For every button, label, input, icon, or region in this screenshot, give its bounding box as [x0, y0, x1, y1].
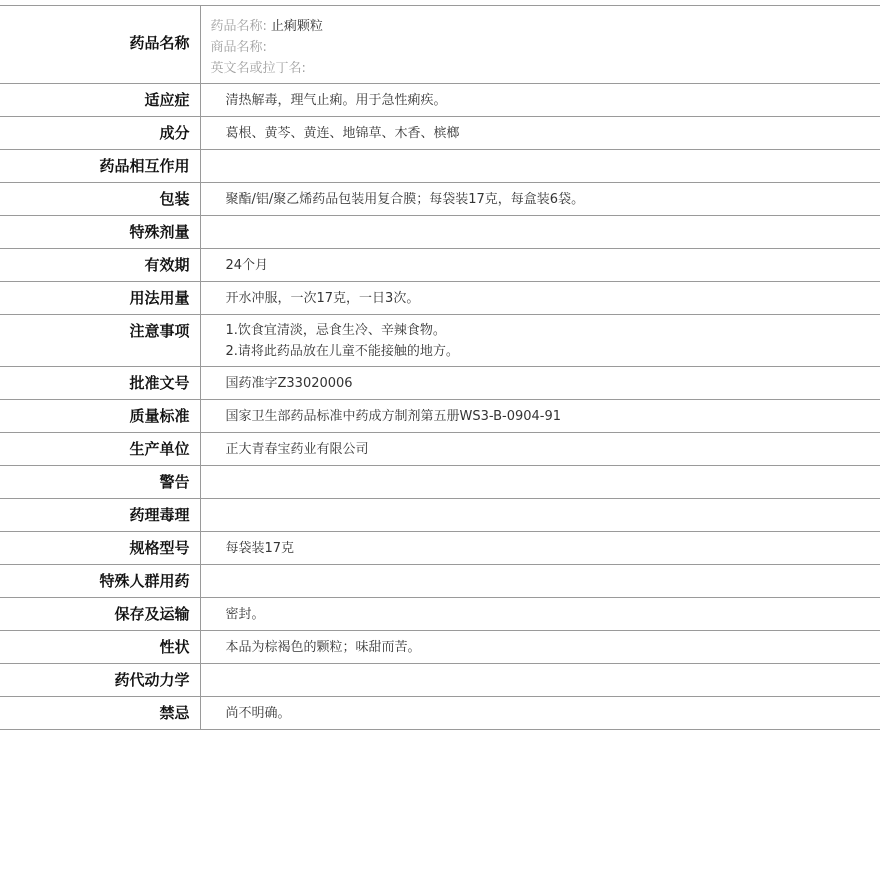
special-population-value: [226, 565, 880, 572]
english-name-line: [211, 58, 880, 79]
generic-name-key: 药品名称:: [210, 19, 267, 34]
contraindications-label: 禁忌: [159, 704, 190, 722]
contraindications-value: 尚不明确。: [225, 706, 291, 721]
shelf-life-value: 24个月: [225, 258, 269, 273]
pharmacology-value: [226, 499, 880, 506]
trade-name-key: 商品名称:: [210, 40, 267, 55]
generic-name-line: [211, 16, 880, 37]
contraindications-row: [0, 697, 880, 730]
special-dosage-label: 特殊剂量: [129, 223, 190, 241]
ingredients-row: [0, 117, 880, 150]
indications-row: [0, 84, 880, 117]
drug-name-block: [211, 6, 880, 79]
special-dosage-row: [0, 216, 880, 249]
generic-name-value: 止痢颗粒: [270, 19, 323, 34]
approval-number-row: [0, 367, 880, 400]
pharmacokinetics-value: [226, 664, 880, 671]
specification-label: 规格型号: [129, 539, 190, 557]
drug-name-row: [0, 6, 880, 84]
precaution-line-1: 1.饮食宜清淡，忌食生冷、辛辣食物。: [225, 323, 446, 338]
shelf-life-row: [0, 249, 880, 282]
storage-row: [0, 598, 880, 631]
dosage-label: 用法用量: [129, 289, 190, 307]
quality-standard-value: 国家卫生部药品标准中药成方制剂第五册WS3-B-0904-91: [225, 409, 562, 424]
interactions-label: 药品相互作用: [99, 157, 190, 175]
approval-number-label: 批准文号: [129, 374, 190, 392]
quality-standard-row: [0, 400, 880, 433]
drug-name-value-cell: [200, 6, 880, 84]
description-label: 性状: [159, 638, 190, 656]
dosage-row: [0, 282, 880, 315]
warning-value: [226, 466, 880, 473]
precautions-label: 注意事项: [129, 322, 190, 340]
warning-label: 警告: [159, 473, 190, 491]
drug-info-table: [0, 5, 880, 730]
precautions-lines: [226, 315, 880, 362]
manufacturer-value: 正大青春宝药业有限公司: [225, 442, 369, 457]
precautions-row: [0, 315, 880, 367]
description-value: 本品为棕褐色的颗粒；味甜而苦。: [225, 640, 421, 655]
shelf-life-label: 有效期: [144, 256, 190, 274]
trade-name-line: [211, 37, 880, 58]
storage-label: 保存及运输: [114, 605, 190, 623]
ingredients-value: 葛根、黄芩、黄连、地锦草、木香、槟榔: [225, 126, 460, 141]
pharmacology-label: 药理毒理: [129, 506, 190, 524]
row-label-cell: [0, 6, 200, 84]
specification-value: 每袋装17克: [225, 541, 295, 556]
interactions-row: [0, 150, 880, 183]
quality-standard-label: 质量标准: [129, 407, 190, 425]
packaging-row: [0, 183, 880, 216]
english-name-key: 英文名或拉丁名:: [210, 61, 306, 76]
manufacturer-label: 生产单位: [129, 440, 190, 458]
dosage-value: 开水冲服，一次17克，一日3次。: [225, 291, 420, 306]
packaging-label: 包装: [159, 190, 190, 208]
pharmacology-row: [0, 499, 880, 532]
drug-name-label: 药品名称: [129, 34, 190, 52]
special-dosage-value: [226, 216, 880, 223]
interactions-value: [226, 150, 880, 157]
pharmacokinetics-label: 药代动力学: [114, 671, 190, 689]
description-row: [0, 631, 880, 664]
warning-row: [0, 466, 880, 499]
packaging-value: 聚酯/铝/聚乙烯药品包装用复合膜；每袋装17克，每盒装6袋。: [225, 192, 585, 207]
ingredients-label: 成分: [159, 124, 190, 142]
indications-value: 清热解毒，理气止痢。用于急性痢疾。: [225, 93, 447, 108]
pharmacokinetics-row: [0, 664, 880, 697]
approval-number-value: 国药准字Z33020006: [225, 376, 353, 391]
specification-row: [0, 532, 880, 565]
indications-label: 适应症: [144, 91, 190, 109]
special-population-row: [0, 565, 880, 598]
manufacturer-row: [0, 433, 880, 466]
special-population-label: 特殊人群用药: [99, 572, 190, 590]
precaution-line-2: 2.请将此药品放在儿童不能接触的地方。: [225, 344, 459, 359]
storage-value: 密封。: [225, 607, 265, 622]
